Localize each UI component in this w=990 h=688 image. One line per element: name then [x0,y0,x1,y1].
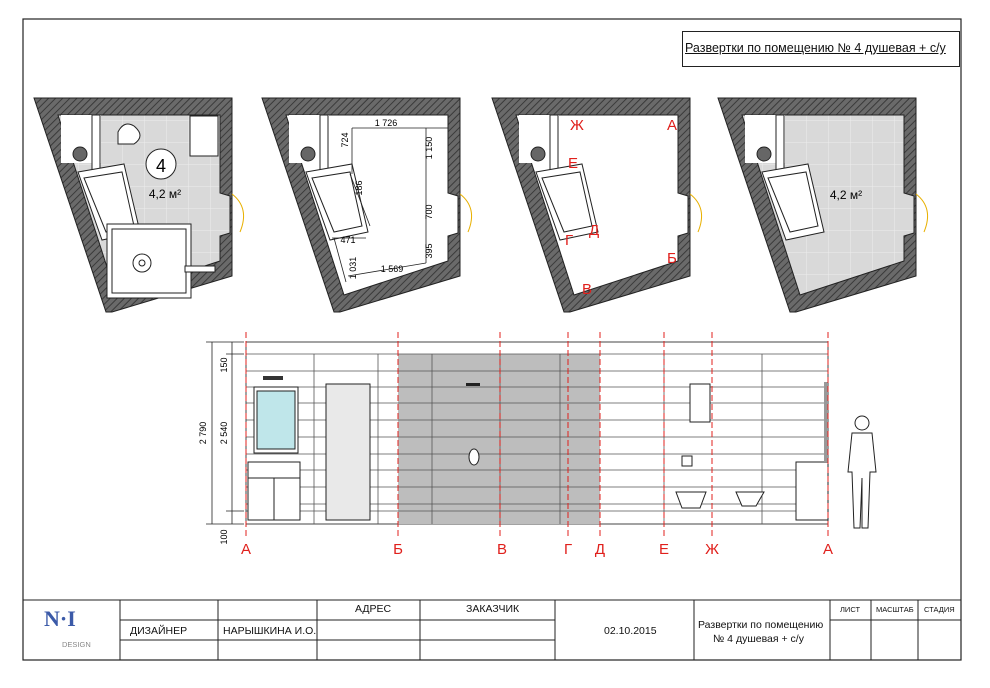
dim-top: 1 726 [374,118,398,128]
sheet-title: Развертки по помещению № 4 душевая + с/у [685,41,946,55]
stamp-title-line1: Развертки по помещению [698,619,824,631]
section-label-a2: А [822,541,834,558]
client-label: ЗАКАЗЧИК [466,603,520,615]
designer-label: ДИЗАЙНЕР [130,625,188,637]
sheet-title-box [682,31,960,67]
dim-left-low: 1 031 [348,256,358,280]
dim-left-small: 471 [340,235,356,245]
plan-4-area-label: 4,2 м² [829,188,863,202]
dim-right-low: 395 [424,243,434,259]
dim-right-upper: 1 150 [424,136,434,160]
elevation-dim-labels [198,357,229,544]
dim-bottom: 1 569 [380,264,404,274]
dim-height-top: 150 [219,357,229,373]
elevation [246,342,876,528]
logo: N·I [44,606,76,631]
room-area-label: 4,2 м² [148,187,182,201]
plan-2 [262,98,472,312]
section-labels [241,541,833,558]
dim-left-top: 724 [340,132,350,148]
dim-height-main: 2 540 [219,421,229,445]
marker-a: А [667,117,678,134]
section-label-e: Е [658,541,670,558]
plan-4 [718,98,928,312]
dim-diag-short: 186 [354,180,364,196]
scale-label: МАСШТАБ [876,605,914,614]
section-label-zh: Ж [705,541,719,558]
address-label: АДРЕС [355,603,392,615]
plan-1 [34,98,244,312]
marker-e: Е [568,155,579,172]
section-label-b: Б [393,541,403,558]
section-label-v: В [496,541,508,558]
dim-height-total: 2 790 [198,421,208,445]
marker-g: Г [565,232,574,249]
marker-v: В [582,281,593,298]
dim-right-mid: 700 [424,204,434,220]
room-number: 4 [155,156,167,176]
dim-height-bottom: 100 [219,529,229,545]
section-label-g: Г [563,541,573,558]
stamp-title-line2: № 4 душевая + с/у [713,633,804,645]
marker-b: Б [667,250,677,267]
section-label-a: А [240,541,252,558]
marker-d: Д [589,222,600,239]
date-value: 02.10.2015 [604,625,657,637]
sheet-label: ЛИСТ [840,605,861,614]
marker-zh: Ж [570,117,584,134]
stage-label: СТАДИЯ [924,605,955,614]
shower-zone [398,354,600,524]
section-label-d: Д [594,541,606,558]
designer-name: НАРЫШКИНА И.О. [223,625,317,637]
logo-subtitle: DESIGN [62,640,91,649]
